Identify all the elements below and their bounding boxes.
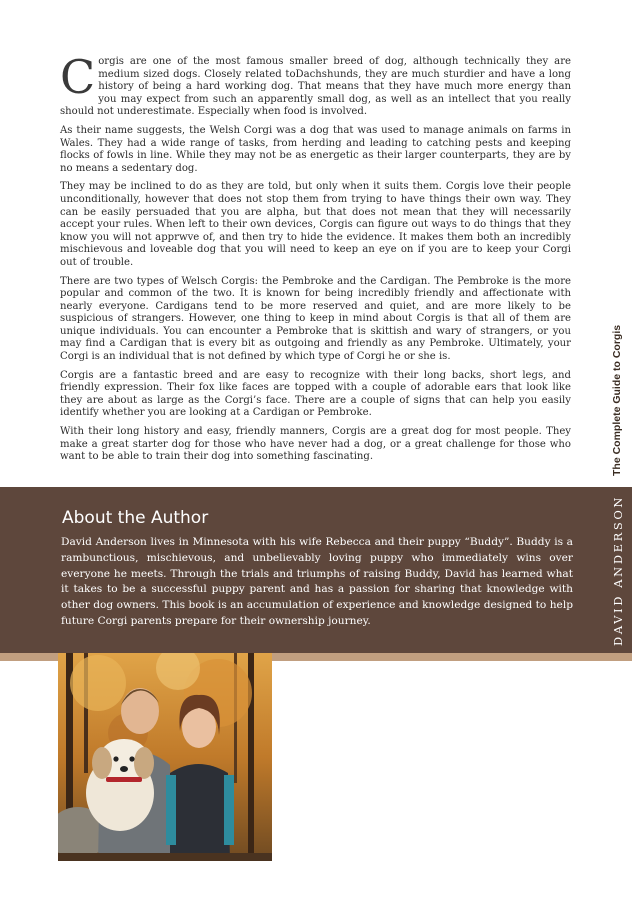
paragraph-1 <box>60 50 571 119</box>
paragraph-2: As their name suggests, the Welsh Corgi was a dog that was used to manage animals on farms in Wales. They had a wide range of tasks, from herding and leading to catching pests and keeping flocks of fowls in line. While they may not be as energetic as their larger counterparts, they are by no means a sedentary dog. <box>60 124 571 174</box>
author-bio: David Anderson lives in Minnesota with his wife Rebecca and their puppy “Buddy”. Buddy is a rambunctious, mischievous, and unbelievably loving puppy who immediately wins over everyone he meets. Through the trials and triumphs of raising Buddy, David has learned what it takes to be a successful puppy parent and has a passion for sharing that knowledge with other dog owners. This book is an accumulation of experience and knowledge designed to help future Corgi parents prepare for their ownership journey. <box>61 536 573 627</box>
author-photo-image <box>58 653 272 861</box>
author-photo <box>58 653 272 861</box>
author-heading: About the Author <box>62 508 209 528</box>
running-title-vertical: The Complete Guide to Corgis <box>611 324 623 476</box>
paragraph-3: They may be inclined to do as they are told, but only when it suits them. Corgis love their people unconditionally, however that does not stop them from trying to have things their own way. They can be easily persuaded that you are alpha, but that does not mean that they will necessarily accept your rules. When left to their own devices, Corgis can figure out ways to do things that they know you will not apprwve of, and then try to hide the evidence. It makes them both an incredibly mischievous and loveable dog that you will need to keep an eye on if you are to keep your Corgi out of trouble. <box>60 181 571 268</box>
author-name-vertical: DAVID ANDERSON <box>611 494 625 646</box>
body-text <box>60 50 571 470</box>
drop-cap: C <box>60 50 96 104</box>
paragraph-1-text: orgis are one of the most famous smaller breed of dog, although technically they are medium sized dogs. Closely related toDachshunds, they are much sturdier and have a long history of being a hard working dog. That means that they have much more energy than you may expect from such an apparently small dog, as well as an intellect that you really should not underestimate. Especially when food is involved. <box>60 56 571 118</box>
paragraph-5: Corgis are a fantastic breed and are easy to recognize with their long backs, short legs, and friendly expression. Their fox like faces are topped with a couple of adorable ears that look like they are about as large as the Corgi’s face. There are a couple of signs that can help you easily identify whether you are looking at a Cardigan or Pembroke. <box>60 369 571 419</box>
paragraph-4: There are two types of Welsch Corgis: the Pembroke and the Cardigan. The Pembroke is the more popular and common of the two. It is known for being incredibly friendly and affectionate with nearly everyone. Cardigans tend to be more reserved and quiet, and are more likely to be suspicious of strangers. However, one thing to keep in mind about Corgis is that all of them are unique individuals. You can encounter a Pembroke that is skittish and wary of strangers, or you may find a Cardigan that is every bit as outgoing and friendly as any Pembroke. Ultimately, your Corgi is an individual that is not defined by which type of Corgi he or she is. <box>60 275 571 363</box>
paragraph-6: With their long history and easy, friendly manners, Corgis are a great dog for most people. They make a great starter dog for those who have never had a dog, or a great challenge for those who want to be able to train their dog into something fascinating. <box>60 426 571 463</box>
